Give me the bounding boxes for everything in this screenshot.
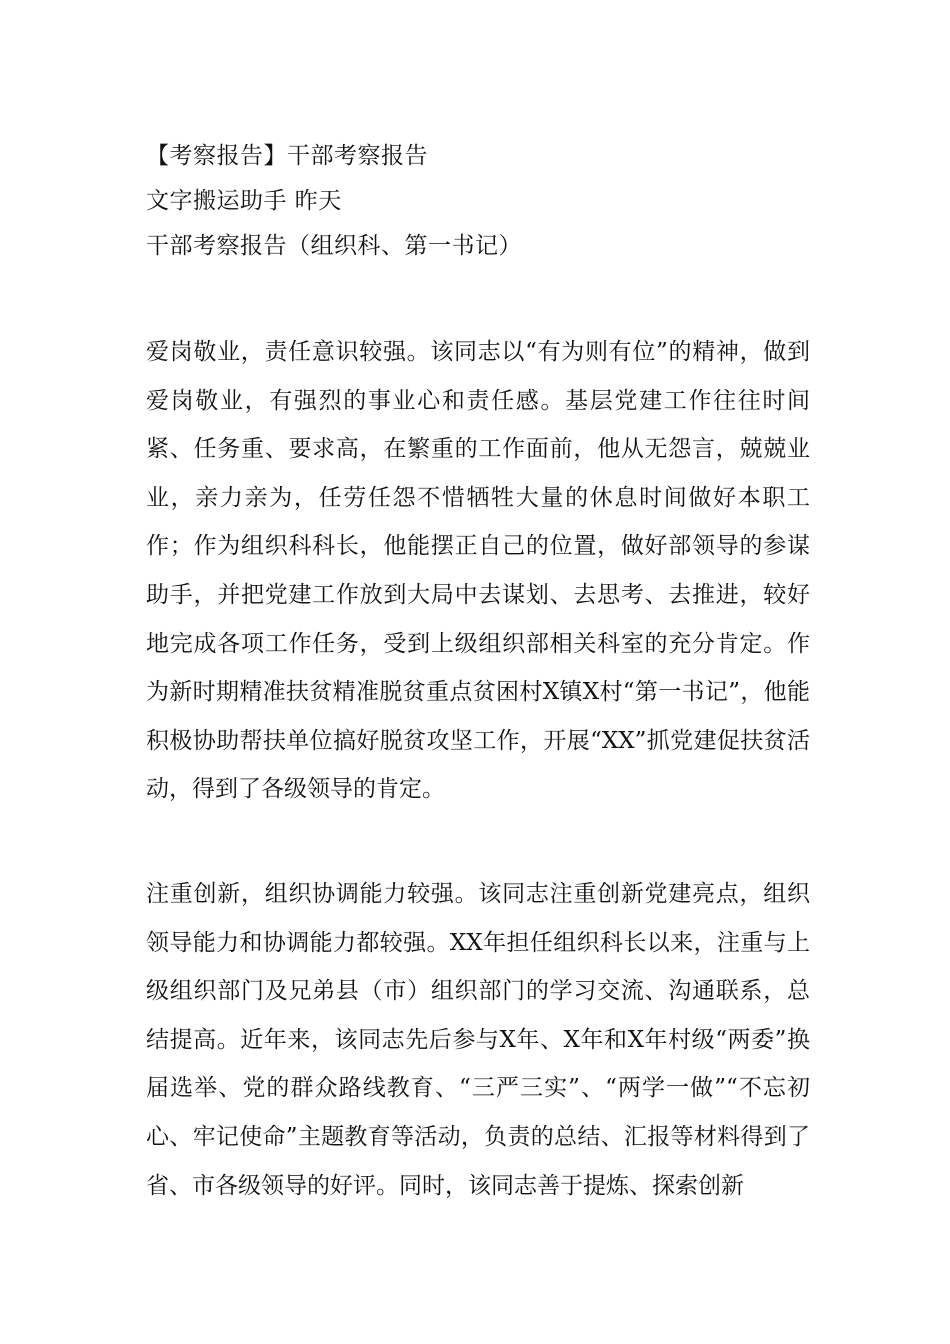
body-paragraph: 爱岗敬业，责任意识较强。该同志以“有为则有位”的精神，做到爱岗敬业，有强烈的事业心和责任感。基层党建工作往往时间紧、任务重、要求高，在繁重的工作面前，他从无怨言，兢兢业业，亲力亲为，任劳任怨不惜牺牲大量的休息时间做好本职工作；作为组织科科长，他能摆正自己的位置，做好部领导的参谋助手，并把党建工作放到大局中去谋划、去思考、去推进，较好地完成各项工作任务，受到上级组织部相关科室的充分肯定。作为新时期精准扶贫精准脱贫重点贫困村X镇X村“第一书记”，他能积极协助帮扶单位搞好脱贫攻坚工作，开展“XX”抓党建促扶贫活动，得到了各级领导的肯定。 [146, 339, 810, 803]
document-subtitle: 干部考察报告（组织科、第一书记） [146, 233, 522, 259]
document-header [146, 134, 826, 269]
document-title: 【考察报告】干部考察报告 [146, 143, 428, 169]
body-paragraph: 注重创新，组织协调能力较强。该同志注重创新党建亮点，组织领导能力和协调能力都较强。XX年担任组织科长以来，注重与上级组织部门及兄弟县（市）组织部门的学习交流、沟通联系，总结提高。近年来，该同志先后参与X年、X年和X年村级“两委”换届选举、党的群众路线教育、“三严三实”、“两学一做”“不忘初心、牢记使命”主题教育等活动，负责的总结、汇报等材料得到了省、市各级领导的好评。同时，该同志善于提炼、探索创新 [146, 881, 810, 1199]
document-byline: 文字搬运助手 昨天 [146, 188, 342, 214]
